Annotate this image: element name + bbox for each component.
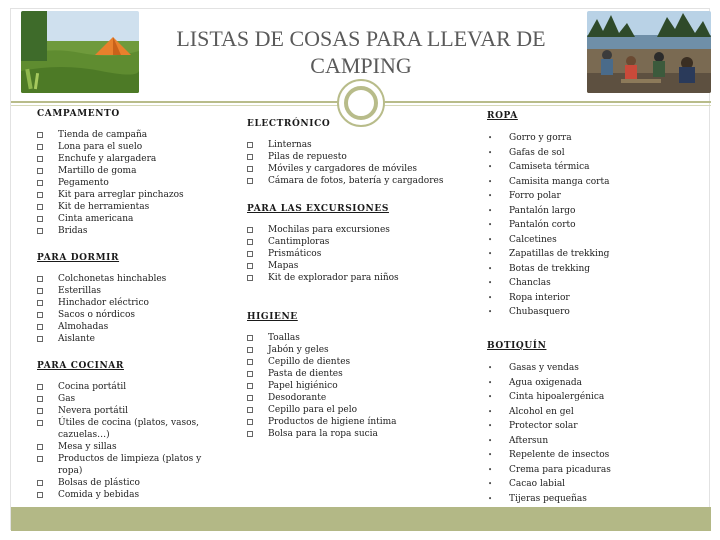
- list-item: Nevera portátil: [37, 405, 217, 417]
- list-item: • Ropa interior: [487, 291, 687, 306]
- list-item: Productos de limpieza (platos y ropa): [37, 453, 217, 477]
- column-left-cocinar: [37, 361, 217, 501]
- page-title: LISTAS DE COSAS PARA LLEVAR DE CAMPING: [176, 26, 546, 78]
- bullet-icon: •: [488, 308, 493, 316]
- checkbox-icon: [37, 480, 43, 486]
- list-item: • Tijeras pequeñas: [487, 492, 687, 507]
- list-item: Aislante: [37, 333, 227, 345]
- list-electronico: [247, 139, 457, 187]
- section-heading-excursiones: PARA LAS EXCURSIONES: [247, 204, 389, 214]
- checkbox-icon: [37, 276, 43, 282]
- list-item: Pilas de repuesto: [247, 151, 457, 163]
- checkbox-icon: [37, 420, 43, 426]
- column-middle-higiene: [247, 312, 457, 440]
- bullet-icon: •: [488, 192, 493, 200]
- list-ropa: [487, 131, 687, 320]
- checkbox-icon: [247, 251, 253, 257]
- list-item: • Gorro y gorra: [487, 131, 687, 146]
- slide: [10, 8, 710, 530]
- checkbox-icon: [247, 335, 253, 341]
- list-item: Kit de explorador para niños: [247, 272, 457, 284]
- bullet-icon: •: [488, 422, 493, 430]
- list-item: Cepillo para el pelo: [247, 404, 457, 416]
- list-cocinar: [37, 381, 217, 501]
- bullet-icon: •: [488, 393, 493, 401]
- checkbox-icon: [37, 324, 43, 330]
- checkbox-icon: [37, 312, 43, 318]
- list-item: • Botas de trekking: [487, 262, 687, 277]
- list-item: Kit para arreglar pinchazos: [37, 189, 227, 201]
- checkbox-icon: [247, 263, 253, 269]
- bullet-icon: •: [488, 148, 493, 157]
- checkbox-icon: [247, 431, 253, 437]
- list-item: Cinta americana: [37, 213, 227, 225]
- column-left: [37, 109, 227, 237]
- checkbox-icon: [37, 408, 43, 414]
- checkbox-icon: [37, 180, 43, 186]
- list-item: • Pantalón largo: [487, 204, 687, 219]
- checkbox-icon: [247, 178, 253, 184]
- list-item: Kit de herramientas: [37, 201, 227, 213]
- checkbox-icon: [247, 359, 253, 365]
- bullet-icon: •: [488, 177, 493, 186]
- list-campamento: [37, 129, 227, 237]
- column-right-botiquin: [487, 341, 687, 521]
- checkbox-icon: [247, 383, 253, 389]
- list-item: Útiles de cocina (platos, vasos, cazuelas…): [37, 417, 217, 441]
- column-right-ropa: [487, 111, 687, 320]
- list-item: Linternas: [247, 139, 457, 151]
- list-botiquin: [487, 361, 687, 521]
- list-item: Mesa y sillas: [37, 441, 217, 453]
- bullet-icon: •: [488, 378, 493, 387]
- bullet-icon: •: [488, 480, 493, 488]
- list-excursiones: [247, 224, 457, 284]
- bullet-icon: •: [488, 206, 493, 215]
- bullet-icon: •: [488, 494, 493, 503]
- list-item: Enchufe y alargadera: [37, 153, 227, 165]
- section-heading-cocinar: PARA COCINAR: [37, 361, 124, 371]
- bullet-icon: •: [488, 364, 493, 372]
- section-heading-dormir: PARA DORMIR: [37, 253, 120, 263]
- list-item: Almohadas: [37, 321, 227, 333]
- checkbox-icon: [37, 168, 43, 174]
- bullet-icon: •: [488, 163, 493, 171]
- checkbox-icon: [247, 239, 253, 245]
- bullet-icon: •: [488, 293, 493, 302]
- list-item: Toallas: [247, 332, 457, 344]
- column-middle-electronico: [247, 119, 457, 187]
- list-item: Prismáticos: [247, 248, 457, 260]
- list-item: • Aftersun: [487, 434, 687, 449]
- checkbox-icon: [37, 396, 43, 402]
- checkbox-icon: [37, 384, 43, 390]
- list-item: • Camisita manga corta: [487, 175, 687, 190]
- list-item: Esterillas: [37, 285, 227, 297]
- list-item: • Repelente de insectos: [487, 448, 687, 463]
- list-item: Sacos o nórdicos: [37, 309, 227, 321]
- list-item: Gas: [37, 393, 217, 405]
- section-heading-higiene: HIGIENE: [247, 312, 298, 322]
- list-item: Desodorante: [247, 392, 457, 404]
- checkbox-icon: [247, 227, 253, 233]
- list-item: Cámara de fotos, batería y cargadores: [247, 175, 457, 187]
- list-higiene: [247, 332, 457, 440]
- section-heading-ropa: ROPA: [487, 111, 518, 121]
- list-item: Bolsa para la ropa sucia: [247, 428, 457, 440]
- section-heading-campamento: CAMPAMENTO: [37, 109, 120, 119]
- checkbox-icon: [37, 144, 43, 150]
- list-item: • Forro polar: [487, 189, 687, 204]
- list-item: Mapas: [247, 260, 457, 272]
- list-item: Comida y bebidas: [37, 489, 217, 501]
- list-item: Cepillo de dientes: [247, 356, 457, 368]
- checkbox-icon: [37, 156, 43, 162]
- tent-in-field-photo: [21, 11, 139, 93]
- list-item: • Camiseta térmica: [487, 160, 687, 175]
- checkbox-icon: [37, 300, 43, 306]
- list-item: • Agua oxigenada: [487, 376, 687, 391]
- list-item: Bridas: [37, 225, 227, 237]
- list-item: Colchonetas hinchables: [37, 273, 227, 285]
- list-item: Cocina portátil: [37, 381, 217, 393]
- list-item: Hinchador eléctrico: [37, 297, 227, 309]
- list-item: • Chanclas: [487, 276, 687, 291]
- list-item: Cantimploras: [247, 236, 457, 248]
- checkbox-icon: [247, 419, 253, 425]
- bullet-icon: •: [488, 264, 493, 273]
- list-item: Papel higiénico: [247, 380, 457, 392]
- bullet-icon: •: [488, 235, 493, 244]
- list-item: Lona para el suelo: [37, 141, 227, 153]
- list-item: Mochilas para excursiones: [247, 224, 457, 236]
- list-item: • Crema para picaduras: [487, 463, 687, 478]
- checkbox-icon: [247, 347, 253, 353]
- list-item: Móviles y cargadores de móviles: [247, 163, 457, 175]
- checkbox-icon: [37, 216, 43, 222]
- checkbox-icon: [37, 456, 43, 462]
- checkbox-icon: [247, 142, 253, 148]
- checkbox-icon: [37, 204, 43, 210]
- bullet-icon: •: [488, 436, 493, 445]
- decorative-ring-inner: [344, 86, 378, 120]
- bullet-icon: •: [488, 465, 493, 474]
- section-heading-electronico: ELECTRÓNICO: [247, 119, 331, 129]
- list-item: Tienda de campaña: [37, 129, 227, 141]
- bullet-icon: •: [488, 279, 493, 287]
- list-item: • Cinta hipoalergénica: [487, 390, 687, 405]
- list-item: Jabón y geles: [247, 344, 457, 356]
- section-heading-botiquin: BOTIQUÍN: [487, 341, 547, 351]
- bullet-icon: •: [488, 407, 493, 416]
- checkbox-icon: [247, 371, 253, 377]
- list-item: • Gafas de sol: [487, 146, 687, 161]
- bullet-icon: •: [488, 250, 493, 258]
- column-middle-excursiones: [247, 204, 457, 284]
- list-item: • Alcohol en gel: [487, 405, 687, 420]
- list-item: • Calcetines: [487, 233, 687, 248]
- list-item: • Gasas y vendas: [487, 361, 687, 376]
- bullet-icon: •: [488, 134, 493, 142]
- list-dormir: [37, 273, 227, 345]
- checkbox-icon: [37, 336, 43, 342]
- checkbox-icon: [37, 192, 43, 198]
- checkbox-icon: [247, 154, 253, 160]
- list-item: Bolsas de plástico: [37, 477, 217, 489]
- checkbox-icon: [37, 492, 43, 498]
- checkbox-icon: [247, 407, 253, 413]
- list-item: • Chubasquero: [487, 305, 687, 320]
- checkbox-icon: [37, 444, 43, 450]
- list-item: • Cacao labial: [487, 477, 687, 492]
- list-item: • Protector solar: [487, 419, 687, 434]
- bullet-icon: •: [488, 221, 493, 229]
- checkbox-icon: [37, 132, 43, 138]
- list-item: • Zapatillas de trekking: [487, 247, 687, 262]
- checkbox-icon: [247, 275, 253, 281]
- checkbox-icon: [247, 395, 253, 401]
- list-item: • Pantalón corto: [487, 218, 687, 233]
- list-item: Martillo de goma: [37, 165, 227, 177]
- campers-at-lake-photo: [587, 11, 711, 93]
- list-item: Pasta de dientes: [247, 368, 457, 380]
- list-item: Productos de higiene íntima: [247, 416, 457, 428]
- footer-bar: [11, 507, 711, 531]
- checkbox-icon: [37, 288, 43, 294]
- list-item: Pegamento: [37, 177, 227, 189]
- bullet-icon: •: [488, 451, 493, 459]
- column-left-dormir: [37, 253, 227, 345]
- checkbox-icon: [247, 166, 253, 172]
- checkbox-icon: [37, 228, 43, 234]
